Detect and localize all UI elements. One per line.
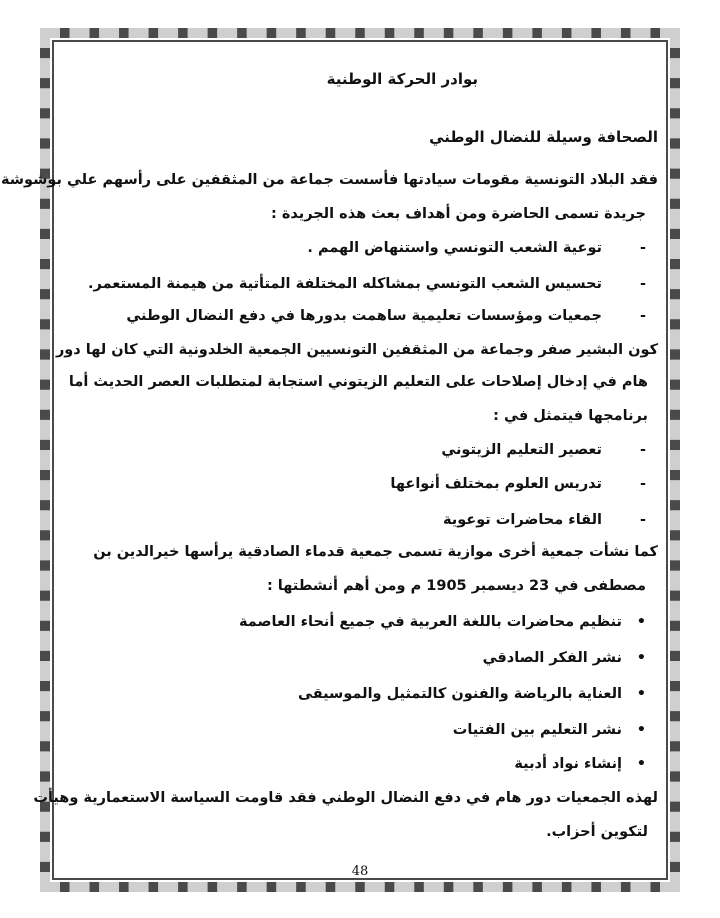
bullet-marker: • [636, 686, 646, 702]
paragraph-line: برنامجها فيتمثل في : [493, 408, 648, 424]
paragraph-line: لهذه الجمعيات دور هام في دفع النضال الوطني فقد قاومت السياسة الاستعمارية وهيأت [33, 790, 658, 806]
dash-marker: - [639, 476, 646, 492]
intro-line-1: فقد البلاد التونسية مقومات سيادتها فأسست جماعة من المثقفين على رأسهم علي بوشوشة [0, 172, 658, 188]
document-page: بوادر الحركة الوطنية الصحافة وسيلة للنضال الوطني فقد البلاد التونسية مقومات سيادتها فأسست جماعة من المثقفين على رأسهم علي بوشوشة جريدة تسمى الحاضرة ومن أهداف بعث هذه الجريدة : - توعية الشعب التونسي واستنهاض الهمم . - تحسيس الشعب التونسي بمشاكله المختلفة المتأتية من هيمنة المستعمر. - جمعيات ومؤسسات تعليمية ساهمت بدورها في دفع النضال الوطني كون البشير صفر وجماعة من المثقفين التونسيين الجمعية الخلدونية التي كان لها دور هام في إدخال إصلاحات على التعليم الزيتوني استجابة لمتطلبات العصر الحديث أما برنامجها فيتمثل في : - تعصير التعليم الزيتوني - تدريس العلوم بمختلف أنواعها - القاء محاضرات توعوية كما نشأت جمعية أخرى موازية تسمى جمعية قدماء الصادقية يرأسها خيرالدين بن مصطفى في 23 ديسمبر 1905 م ومن أهم أنشطتها : • تنظيم محاضرات باللغة العربية في جميع أنحاء العاصمة • نشر الفكر الصادقي • العناية بالرياضة والفنون كالتمثيل والموسيقى • نشر التعليم بين الفتيات • إنشاء نواد أدبية لهذه الجمعيات دور هام في دفع النضال الوطني فقد قاومت السياسة الاستعمارية وهيأت لتكوين أحزاب. [0, 70, 658, 840]
dash-marker: - [639, 276, 646, 292]
paragraph-line: كون البشير صفر وجماعة من المثقفين التونسيين الجمعية الخلدونية التي كان لها دور [55, 342, 658, 358]
dash-marker: - [639, 512, 646, 528]
paragraph-line: مصطفى في 23 ديسمبر 1905 م ومن أهم أنشطتها : [266, 578, 646, 594]
section-subtitle: الصحافة وسيلة للنضال الوطني [429, 128, 658, 146]
page-title: بوادر الحركة الوطنية [326, 70, 478, 88]
paragraph-line: لتكوين أحزاب. [546, 824, 648, 840]
bullet-marker: • [636, 614, 646, 630]
bullet-marker: • [636, 650, 646, 666]
paragraph-line: كما نشأت جمعية أخرى موازية تسمى جمعية قدماء الصادقية يرأسها خيرالدين بن [93, 544, 658, 560]
paragraph-line: هام في إدخال إصلاحات على التعليم الزيتوني استجابة لمتطلبات العصر الحديث أما [68, 374, 648, 390]
dash-marker: - [639, 308, 646, 324]
page-number: 48 [351, 864, 369, 879]
dash-marker: - [639, 442, 646, 458]
dash-marker: - [639, 240, 646, 256]
intro-line-2: جريدة تسمى الحاضرة ومن أهداف بعث هذه الجريدة : [270, 206, 646, 222]
bullet-marker: • [636, 722, 646, 738]
bullet-marker: • [636, 756, 646, 772]
